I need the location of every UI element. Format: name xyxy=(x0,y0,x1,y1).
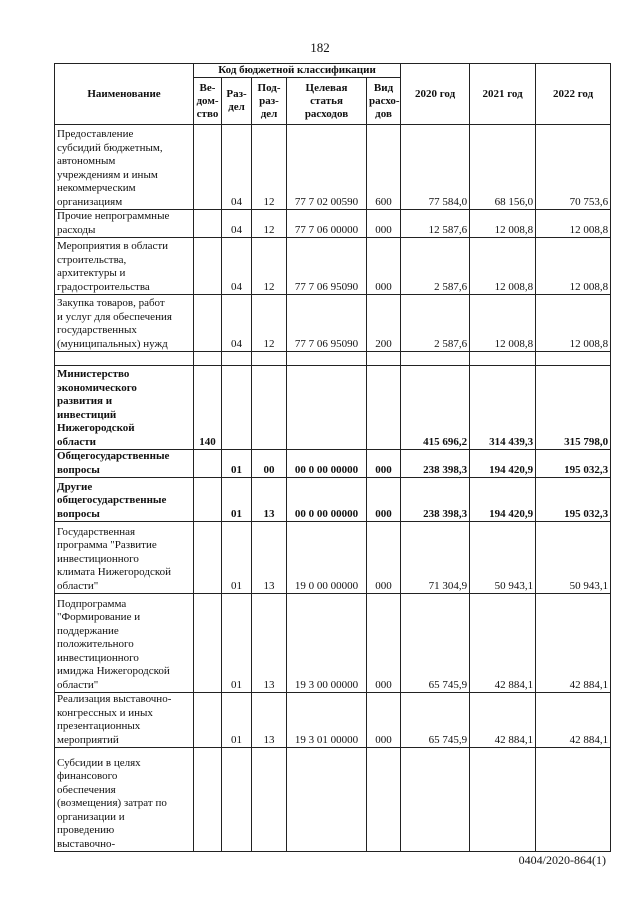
row-2021: 314 439,3 xyxy=(470,366,536,450)
row-podrazdel: 12 xyxy=(252,210,287,238)
row-2021 xyxy=(470,748,536,852)
row-razdel xyxy=(222,352,252,366)
row-2022: 12 008,8 xyxy=(536,210,611,238)
row-podrazdel xyxy=(252,352,287,366)
row-name: Предоставление субсидий бюджетным, автономным учреждениям и иным некоммерческим организациям xyxy=(55,125,194,210)
table-row xyxy=(55,125,611,210)
row-razdel: 01 xyxy=(222,450,252,478)
table-row xyxy=(55,366,611,450)
row-2021: 42 884,1 xyxy=(470,594,536,693)
row-ved xyxy=(194,450,222,478)
row-2020: 415 696,2 xyxy=(401,366,470,450)
row-podrazdel: 12 xyxy=(252,238,287,295)
row-csr xyxy=(287,352,367,366)
row-ved xyxy=(194,295,222,352)
row-2020 xyxy=(401,748,470,852)
row-2022 xyxy=(536,352,611,366)
row-podrazdel: 12 xyxy=(252,295,287,352)
row-csr: 77 7 06 95090 xyxy=(287,295,367,352)
row-ved: 140 xyxy=(194,366,222,450)
row-vr: 600 xyxy=(367,125,401,210)
row-2020: 71 304,9 xyxy=(401,522,470,594)
row-csr: 19 3 01 00000 xyxy=(287,693,367,748)
row-podrazdel: 13 xyxy=(252,478,287,522)
row-2022: 42 884,1 xyxy=(536,594,611,693)
row-razdel xyxy=(222,366,252,450)
row-ved xyxy=(194,125,222,210)
row-razdel: 01 xyxy=(222,594,252,693)
row-2021 xyxy=(470,352,536,366)
row-name: Общегосударственные вопросы xyxy=(55,450,194,478)
header-podrazdel: Под- раз- дел xyxy=(252,78,287,125)
document-reference: 0404/2020-864(1) xyxy=(518,853,606,867)
header-2020: 2020 год xyxy=(401,64,470,125)
row-ved xyxy=(194,478,222,522)
row-name: Подпрограмма "Формирование и поддержание положительного инвестиционного имиджа Нижегородской области" xyxy=(55,594,194,693)
row-csr: 19 3 00 00000 xyxy=(287,594,367,693)
row-2020: 238 398,3 xyxy=(401,478,470,522)
row-2021: 42 884,1 xyxy=(470,693,536,748)
header-name: Наименование xyxy=(55,64,194,125)
row-vr: 200 xyxy=(367,295,401,352)
row-ved xyxy=(194,522,222,594)
row-2022: 12 008,8 xyxy=(536,238,611,295)
row-podrazdel xyxy=(252,366,287,450)
table-body xyxy=(55,125,611,852)
row-2022: 315 798,0 xyxy=(536,366,611,450)
row-vr: 000 xyxy=(367,693,401,748)
row-ved xyxy=(194,594,222,693)
header-ved: Ве- дом- ство xyxy=(194,78,222,125)
row-name: Закупка товаров, работ и услуг для обеспечения государственных (муниципальных) нужд xyxy=(55,295,194,352)
row-2022: 42 884,1 xyxy=(536,693,611,748)
table-row xyxy=(55,693,611,748)
row-ved xyxy=(194,210,222,238)
row-2021: 12 008,8 xyxy=(470,295,536,352)
table-row xyxy=(55,295,611,352)
header-csr: Целевая статья расходов xyxy=(287,78,367,125)
row-ved xyxy=(194,238,222,295)
table-row xyxy=(55,748,611,852)
row-2022: 195 032,3 xyxy=(536,450,611,478)
row-2022 xyxy=(536,748,611,852)
row-csr: 77 7 06 95090 xyxy=(287,238,367,295)
row-vr: 000 xyxy=(367,238,401,295)
row-ved xyxy=(194,352,222,366)
row-name: Министерство экономического развития и инвестиций Нижегородской области xyxy=(55,366,194,450)
header-vr: Вид расхо- дов xyxy=(367,78,401,125)
row-2021: 194 420,9 xyxy=(470,478,536,522)
row-razdel: 04 xyxy=(222,125,252,210)
row-podrazdel: 13 xyxy=(252,522,287,594)
row-csr: 77 7 02 00590 xyxy=(287,125,367,210)
row-2020: 2 587,6 xyxy=(401,295,470,352)
header-2022: 2022 год xyxy=(536,64,611,125)
row-podrazdel: 13 xyxy=(252,693,287,748)
row-podrazdel: 13 xyxy=(252,594,287,693)
row-2022: 12 008,8 xyxy=(536,295,611,352)
row-name xyxy=(55,352,194,366)
header-code-group: Код бюджетной классификации xyxy=(194,64,401,78)
row-2020 xyxy=(401,352,470,366)
row-name: Другие общегосударственные вопросы xyxy=(55,478,194,522)
row-csr: 19 0 00 00000 xyxy=(287,522,367,594)
row-2022: 50 943,1 xyxy=(536,522,611,594)
row-2021: 68 156,0 xyxy=(470,125,536,210)
row-ved xyxy=(194,748,222,852)
row-podrazdel: 12 xyxy=(252,125,287,210)
row-ved xyxy=(194,693,222,748)
row-name: Мероприятия в области строительства, архитектуры и градостроительства xyxy=(55,238,194,295)
row-2020: 238 398,3 xyxy=(401,450,470,478)
row-vr: 000 xyxy=(367,522,401,594)
table-header xyxy=(55,64,611,125)
row-vr xyxy=(367,748,401,852)
row-csr: 77 7 06 00000 xyxy=(287,210,367,238)
row-podrazdel: 00 xyxy=(252,450,287,478)
row-name: Прочие непрограммные расходы xyxy=(55,210,194,238)
row-2022: 195 032,3 xyxy=(536,478,611,522)
page-number: 182 xyxy=(310,40,330,55)
table-row xyxy=(55,450,611,478)
row-2021: 50 943,1 xyxy=(470,522,536,594)
row-vr: 000 xyxy=(367,450,401,478)
row-vr: 000 xyxy=(367,594,401,693)
row-2020: 65 745,9 xyxy=(401,594,470,693)
row-csr xyxy=(287,366,367,450)
row-name: Субсидии в целях финансового обеспечения (возмещения) затрат по организации и проведению выставочно- xyxy=(55,748,194,852)
row-name: Реализация выставочно- конгрессных и иных презентационных мероприятий xyxy=(55,693,194,748)
row-2021: 12 008,8 xyxy=(470,238,536,295)
row-2020: 2 587,6 xyxy=(401,238,470,295)
row-2020: 65 745,9 xyxy=(401,693,470,748)
row-razdel: 01 xyxy=(222,522,252,594)
row-name: Государственная программа "Развитие инвестиционного климата Нижегородской области" xyxy=(55,522,194,594)
table-row xyxy=(55,352,611,366)
row-2022: 70 753,6 xyxy=(536,125,611,210)
row-csr: 00 0 00 00000 xyxy=(287,478,367,522)
row-2020: 77 584,0 xyxy=(401,125,470,210)
table-row xyxy=(55,238,611,295)
table-row xyxy=(55,522,611,594)
table-row xyxy=(55,210,611,238)
row-2021: 194 420,9 xyxy=(470,450,536,478)
budget-table xyxy=(54,63,611,852)
row-razdel: 01 xyxy=(222,478,252,522)
row-razdel: 04 xyxy=(222,238,252,295)
table-row xyxy=(55,478,611,522)
row-podrazdel xyxy=(252,748,287,852)
row-csr xyxy=(287,748,367,852)
row-vr: 000 xyxy=(367,478,401,522)
row-2020: 12 587,6 xyxy=(401,210,470,238)
row-razdel: 01 xyxy=(222,693,252,748)
header-razdel: Раз- дел xyxy=(222,78,252,125)
row-vr: 000 xyxy=(367,210,401,238)
row-razdel: 04 xyxy=(222,210,252,238)
row-razdel xyxy=(222,748,252,852)
row-vr xyxy=(367,366,401,450)
row-2021: 12 008,8 xyxy=(470,210,536,238)
row-csr: 00 0 00 00000 xyxy=(287,450,367,478)
row-vr xyxy=(367,352,401,366)
row-razdel: 04 xyxy=(222,295,252,352)
table-row xyxy=(55,594,611,693)
header-2021: 2021 год xyxy=(470,64,536,125)
